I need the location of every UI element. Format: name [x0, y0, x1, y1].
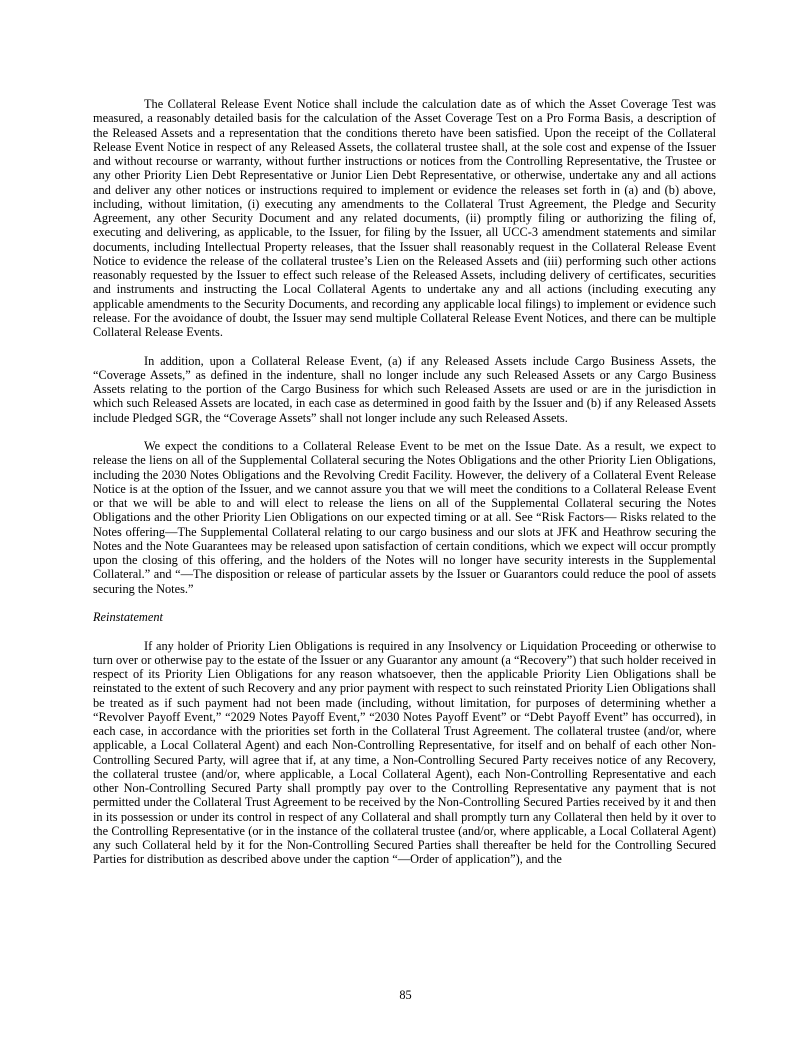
paragraph-coverage-assets: In addition, upon a Collateral Release Event, (a) if any Released Assets include Cargo Business Assets, the “Coverage Assets,” as defined in the indenture, shall no longer include any such Released Assets or any Cargo Business Assets relating to the portion of the Cargo Business for which such Released Assets are used or are in the jurisdiction in which such Released Assets are located, in each case as determined in good faith by the Issuer and (b) if any Released Assets include Pledged SGR, the “Coverage Assets” shall not longer include any such Released Assets.	[93, 353, 716, 425]
paragraph-release-notice: The Collateral Release Event Notice shall include the calculation date as of which the Asset Coverage Test was measured, a reasonably detailed basis for the calculation of the Asset Coverage Test on a Pro Forma Basis, a description of the Released Assets and a representation that the conditions thereto have been satisfied. Upon the receipt of the Collateral Release Event Notice in respect of any Released Assets, the collateral trustee shall, at the sole cost and expense of the Issuer and without recourse or warranty, without further instructions or notices from the Controlling Representative, the Trustee or any other Priority Lien Debt Representative or Junior Lien Debt Representative, or otherwise, undertake any and all actions and deliver any other notices or instructions required to implement or evidence the releases set forth in (a) and (b) above, including, without limitation, (i) executing any amendments to the Collateral Trust Agreement, the Pledge and Security Agreement, any other Security Document and any related documents, (ii) promptly filing or authorizing the filing of, executing and delivering, as applicable, to the Issuer, for filing by the Issuer, all UCC-3 amendment statements and similar documents, including Intellectual Property releases, that the Issuer shall reasonably request in the Collateral Release Event Notice to evidence the release of the collateral trustee’s Lien on the Released Assets and (iii) performing such other actions reasonably requested by the Issuer to effect such release of the Released Assets, including delivery of certificates, securities and instruments and instructing the Local Collateral Agents to undertake any and all actions (including executing any applicable amendments to the Security Documents, and recording any applicable local filings) to implement or evidence such release. For the avoidance of doubt, the Issuer may send multiple Collateral Release Event Notices, and there can be multiple Collateral Release Events.	[93, 97, 716, 339]
page-body	[93, 97, 716, 881]
paragraph-reinstatement: If any holder of Priority Lien Obligations is required in any Insolvency or Liquidation Proceeding or otherwise to turn over or otherwise pay to the estate of the Issuer or any Guarantor any amount (a “Recovery”) that such holder received in respect of its Priority Lien Obligations for any reason whatsoever, then the applicable Priority Lien Obligations shall be reinstated to the extent of such Recovery and any prior payment with respect to such reinstated Priority Lien Obligations shall be treated as if such payment had not been made (including, without limitation, for purposes of determining whether a “Revolver Payoff Event,” “2029 Notes Payoff Event,” “2030 Notes Payoff Event” or “Debt Payoff Event” has occurred), in each case, in accordance with the priorities set forth in the Collateral Trust Agreement. The collateral trustee (and/or, where applicable, a Local Collateral Agent) and each Non-Controlling Representative, for itself and on behalf of each other Non-Controlling Secured Party, will agree that if, at any time, a Non-Controlling Secured Party receives notice of any Recovery, the collateral trustee (and/or, where applicable, a Local Collateral Agent), each Non-Controlling Representative and each other Non-Controlling Secured Party shall promptly pay over to the Controlling Representative any payment that is not permitted under the Collateral Trust Agreement to be received by the Non-Controlling Secured Parties received by it and then in its possession or under its control in respect of any Collateral and shall promptly turn any Collateral then held by it over to the Controlling Representative (or in the instance of the collateral trustee (and/or, where applicable, a Local Collateral Agent) any such Collateral held by it for the Non-Controlling Secured Parties shall thereafter be held for the Controlling Secured Parties for distribution as described above under the caption “—Order of application”), and the	[93, 638, 716, 867]
section-heading-reinstatement: Reinstatement	[93, 610, 163, 624]
page-number: 85	[399, 988, 412, 1002]
paragraph-release-expectation: We expect the conditions to a Collateral Release Event to be met on the Issue Date. As a result, we expect to release the liens on all of the Supplemental Collateral securing the Notes Obligations and the other Priority Lien Obligations, including the 2030 Notes Obligations and the Revolving Credit Facility. However, the delivery of a Collateral Event Release Notice is at the option of the Issuer, and we cannot assure you that we will meet the conditions to a Collateral Release Event or that we will be able to and will elect to release the liens on all of the Supplemental Collateral securing the Notes Obligations and the other Priority Lien Obligations on our expected timing or at all. See “Risk Factors— Risks related to the Notes offering—The Supplemental Collateral relating to our cargo business and our slots at JFK and Heathrow securing the Notes and the Note Guarantees may be released upon satisfaction of certain conditions, which we expect will occur promptly upon the closing of this offering, and the holders of the Notes will no longer have security interests in the Supplemental Collateral.” and “—The disposition or release of particular assets by the Issuer or Guarantors could reduce the pool of assets securing the Notes.”	[93, 439, 716, 596]
